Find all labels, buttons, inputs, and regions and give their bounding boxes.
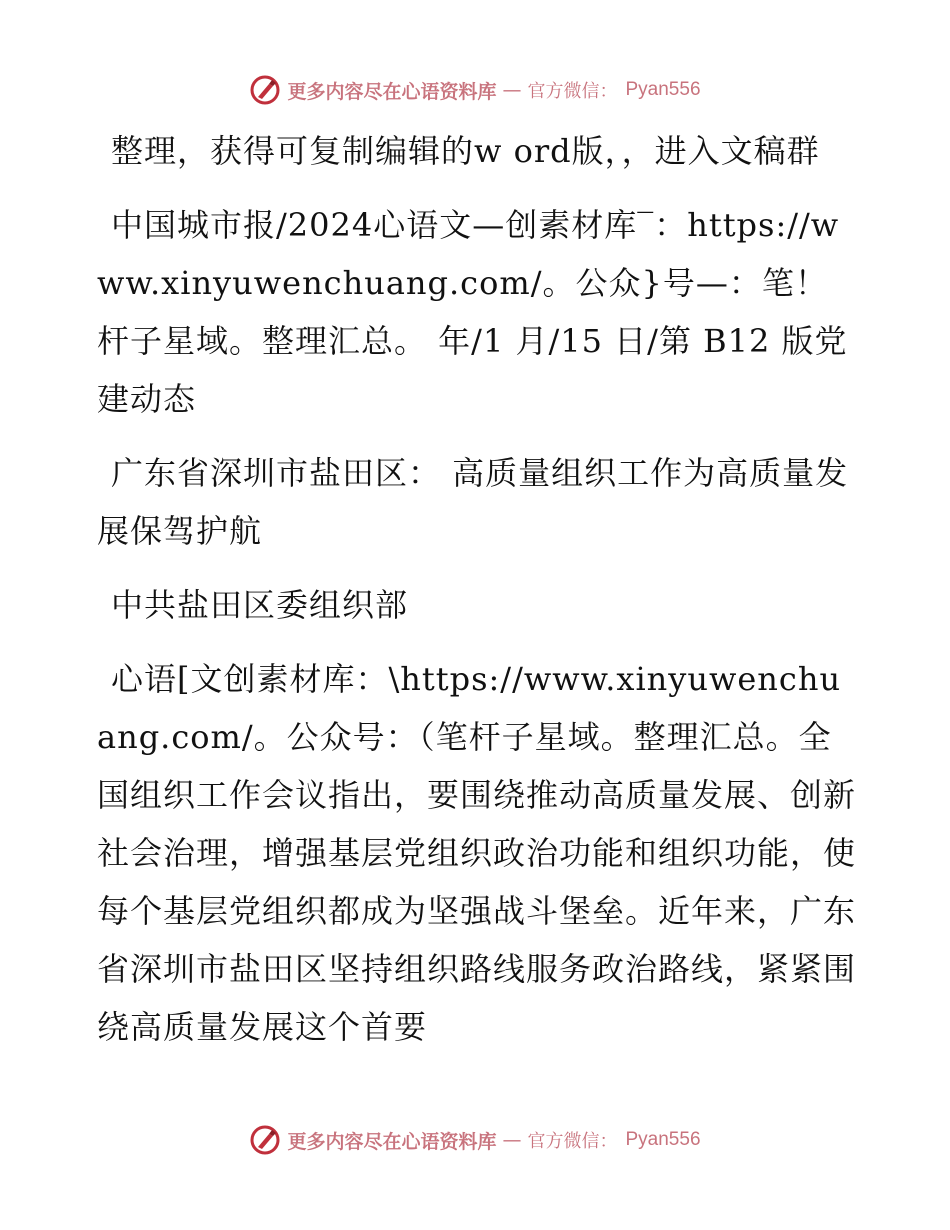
watermark-main-text: 更多内容尽在心语资料库 [287, 80, 497, 103]
watermark-label: 官方微信： [527, 81, 618, 102]
watermark-main-text: 更多内容尽在心语资料库 [287, 1130, 497, 1153]
paragraph-author: 中共盐田区委组织部 [111, 586, 409, 624]
document-body [97, 122, 857, 1072]
pen-logo-icon [249, 74, 281, 106]
watermark-footer [0, 1120, 950, 1160]
paragraph-body: 心语[文创素材库：\https://www.xinyuwenchuang.com/。公众号：（笔杆子星域。整理汇总。全国组织工作会议指出，要围绕推动高质量发展、创新社会治理，增强基层党组织政治功能和组织功能，使每个基层党组织都成为坚强战斗堡垒。近年来，广东省深圳市盐田区坚持组织路线服务政治路线，紧紧围绕高质量发展这个首要 [97, 660, 857, 1046]
paragraph-title: 广东省深圳市盐田区： 高质量组织工作为高质量发展保驾护航 [97, 454, 849, 550]
paragraph-intro: 整理，获得可复制编辑的w ord版，，进入文稿群 [111, 132, 820, 170]
watermark-wechat-id: Pyan556 [625, 1129, 701, 1150]
watermark-wechat-id: Pyan556 [625, 79, 701, 100]
paragraph-source: 中国城市报/2024心语文—创素材库‾：https://www.xinyuwenchuang.com/。公众}号—：笔！杆子星域。整理汇总。 年/1 月/15 日/第 B12 版党建动态 [97, 206, 848, 418]
watermark-dash: — [502, 79, 522, 101]
watermark-label: 官方微信： [527, 1131, 618, 1152]
watermark-header [0, 70, 950, 110]
pen-logo-icon [249, 1124, 281, 1156]
watermark-dash: — [502, 1129, 522, 1151]
